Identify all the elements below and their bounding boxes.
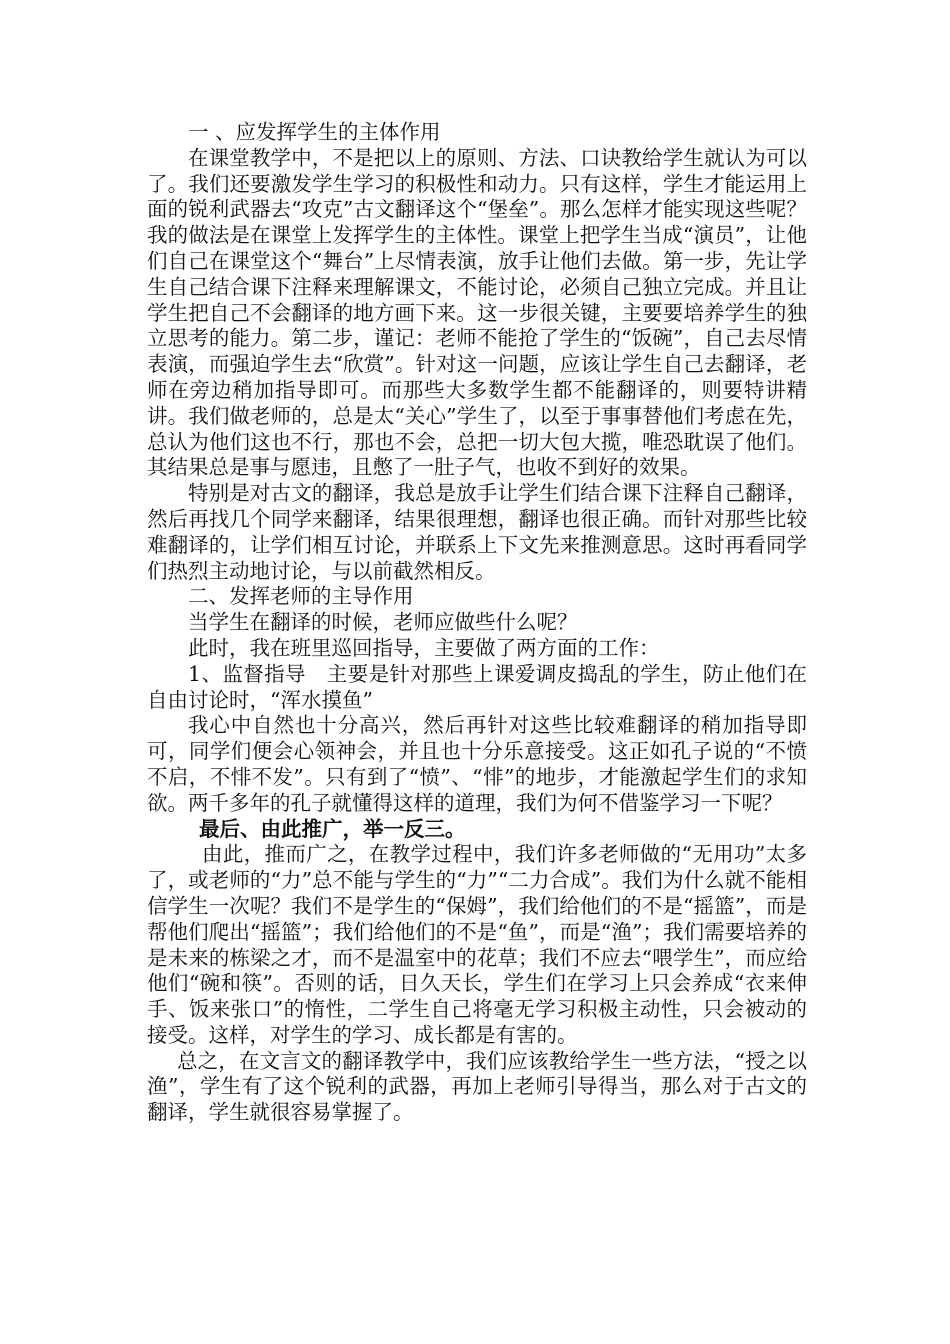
paragraph-1: 在课堂教学中，不是把以上的原则、方法、口诀教给学生就认为可以了。我们还要激发学生学习的积极性和动力。只有这样，学生才能运用上面的锐利武器去“攻克”古文翻译这个“堡垒”。那么怎样才能实现这些呢？我的做法是在课堂上发挥学生的主体性。课堂上把学生当成“演员”，让他们自己在课堂这个“舞台”上尽情表演，放手让他们去做。第一步，先让学生自己结合课下注释来理解课文，不能讨论，必须自己独立完成。并且让学生把自己不会翻译的地方画下来。这一步很关键，主要要培养学生的独立思考的能力。第二步，谨记：老师不能抢了学生的“饭碗”，自己去尽情表演，而强迫学生去“欣赏”。针对这一问题，应该让学生自己去翻译，老师在旁边稍加指导即可。而那些大多数学生都不能翻译的，则要特讲精讲。我们做老师的，总是太“关心”学生了，以至于事事替他们考虑在先，总认为他们这也不行，那也不会，总把一切大包大揽，唯恐耽误了他们。其结果总是事与愿违，且憋了一肚子气，也收不到好的效果。	[147, 145, 807, 480]
section-heading-1: 一 、应发挥学生的主体作用	[188, 120, 441, 144]
section-heading-3: 最后、由此推广，举一反三。	[199, 816, 466, 841]
paragraph-8: 总之，在文言文的翻译教学中，我们应该教给学生一些方法，“授之以渔”，学生有了这个锐利的武器，再加上老师引导得当，那么对于古文的翻译，学生就很容易掌握了。	[147, 1048, 807, 1125]
paragraph-3: 当学生在翻译的时候，老师应做些什么呢？	[188, 610, 578, 635]
paragraph-2: 特别是对古文的翻译，我总是放手让学生们结合课下注释自己翻译，然后再找几个同学来翻译，结果很理想，翻译也很正确。而针对那些比较难翻译的，让学们相互讨论，并联系上下文先来推测意思。这时再看同学们热烈主动地讨论，与以前截然相反。	[147, 481, 807, 583]
section-heading-2: 二、发挥老师的主导作用	[188, 584, 414, 609]
document-body	[147, 120, 807, 1126]
paragraph-7: 由此，推而广之，在教学过程中，我们许多老师做的“无用功”太多了，或老师的“力”总不能与学生的“力”“二力合成”。我们为什么就不能相信学生一次呢？我们不是学生的“保姆”，我们给他们的不是“摇篮”，而是帮他们爬出“摇篮”；我们给他们的不是“鱼”，而是“渔”；我们需要培养的是未来的栋梁之才，而不是温室中的花草；我们不应去“喂学生”，而应给他们“碗和筷”。否则的话，日久天长，学生们在学习上只会养成“衣来伸手、饭来张口”的惰性，二学生自己将毫无学习积极主动性，只会被动的接受。这样，对学生的学习、成长都是有害的。	[147, 842, 807, 1047]
paragraph-6: 我心中自然也十分高兴，然后再针对这些比较难翻译的稍加指导即可，同学们便会心领神会，并且也十分乐意接受。这正如孔子说的“不愤不启，不悱不发”。只有到了“愤”、“悱”的地步，才能激起学生们的求知欲。两千多年的孔子就懂得这样的道理，我们为何不借鉴学习一下呢？	[147, 713, 807, 815]
paragraph-4: 此时，我在班里巡回指导，主要做了两方面的工作：	[188, 635, 660, 660]
paragraph-5: 1、监督指导 主要是针对那些上课爱调皮捣乱的学生，防止他们在自由讨论时，“浑水摸鱼”	[147, 661, 807, 712]
